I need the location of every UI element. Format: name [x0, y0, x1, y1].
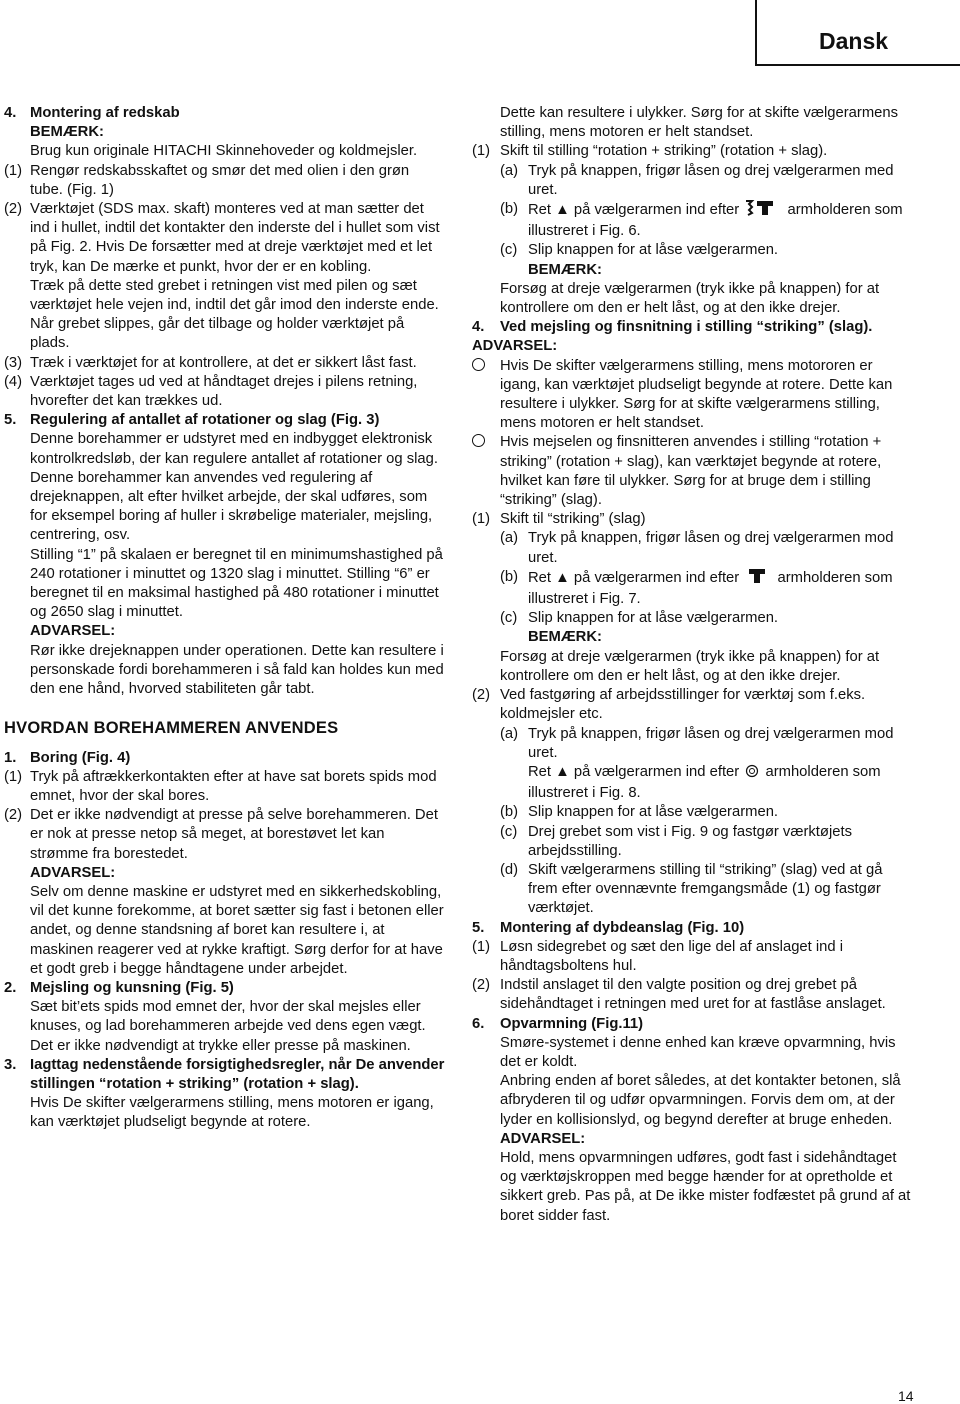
section-5-heading: 5. Regulering af antallet af rotationer og slag (Fig. 3)	[4, 412, 380, 429]
rot-step-1b: (b) Ret ▲ på vælgerarmen ind efter armholderen som illustreret i Fig. 6.	[500, 201, 903, 240]
step-4-2-c: Når grebet slippes, går det tilbage og holder værktøjet på plads.	[30, 316, 405, 352]
precautions-body: Hvis De skifter vælgerarmens stilling, mens motoren er igang, kan værktøjet pludseligt begynde at rotere.	[30, 1095, 434, 1131]
r4-warning-1: Hvis De skifter vælgerarmens stilling, mens motororen er igang, kan værktøjet pludseligt begynde at rotere. Dette kan resultere i ulykker. Sørg for at skifte vælgerarmens stilling, mens motoren er helt standset.	[472, 357, 916, 434]
rot-step-1c: (c) Slip knappen for at låse vælgerarmen.	[500, 242, 779, 259]
r4-step-1c: (c) Slip knappen for at låse vælgerarmen.	[500, 610, 779, 627]
chiseling-heading: 2. Mejsling og kunsning (Fig. 5)	[4, 979, 234, 996]
r4-step-1: (1) Skift til “striking” (slag)	[472, 511, 646, 528]
r6-warning-label: ADVARSEL:	[500, 1130, 586, 1147]
rot-step-1: (1) Skift til stilling “rotation + striking” (rotation + slag).	[472, 143, 828, 160]
note-text: Brug kun originale HITACHI Skinnehoveder og koldmejsler.	[30, 143, 418, 160]
section-4-heading: 4. Montering af redskab	[4, 105, 180, 121]
right-intro: Dette kan resultere i ulykker. Sørg for at skifte vælgerarmens stilling, mens motoren er helt standset.	[500, 105, 899, 141]
neutral-ring-icon	[743, 764, 761, 784]
section-r6-heading: 6. Opvarmning (Fig.11)	[472, 1015, 644, 1032]
chiseling-body: Sæt bit’ets spids mod emnet der, hvor der skal mejsles eller knuses, og lad borehammeren arbejde ved dens egen vægt.	[30, 999, 426, 1035]
circle-bullet-icon	[472, 358, 485, 371]
r4-step-2b: (b) Slip knappen for at låse vælgerarmen.	[500, 804, 779, 821]
chiseling-body-2: Det er ikke nødvendigt at trykke eller presse på maskinen.	[30, 1037, 411, 1054]
hammer-drill-icon	[743, 200, 783, 222]
warning-label: ADVARSEL:	[30, 623, 116, 640]
boring-step-1: (1) Tryk på aftrækkerkontakten efter at have sat borets spids mod emnet, hvor der skal bores.	[4, 768, 437, 804]
boring-heading: 1. Boring (Fig. 4)	[4, 749, 131, 766]
r4-warning-2: Hvis mejselen og finsnitteren anvendes i stilling “rotation + striking” (rotation + slag), kan værktøjet begynde at rotere, hvilket kan føre til ulykker. Sørg for at bruge dem i stilling “striking” (slag).	[472, 433, 916, 510]
language-tab	[755, 0, 960, 66]
warning-text: Rør ikke drejeknappen under operationen. Dette kan resultere i personskade fordi borehammeren i så fald kan holdes kun med den ene hånd, hvorved stabiliteten går tabt.	[30, 642, 444, 698]
hammer-icon	[743, 568, 773, 590]
boring-warning-label: ADVARSEL:	[30, 864, 116, 881]
r4-note-label: BEMÆRK:	[528, 629, 602, 646]
r6-body-1: Smøre-systemet i denne enhed kan kræve opvarmning, hvis det er koldt.	[500, 1034, 896, 1070]
language-label: Dansk	[819, 28, 889, 54]
section-5-body: Denne borehammer er udstyret med en indbygget elektronisk kontrolkredsløb, der kan regulere antallet af rotationer og slag. Denne borehammer kan anvendes ved regulering af drejeknappen, alt efter hvilket arbejde, der skal udføres, som for eksempel boring af huller i skrøbelige materialer, mejsling, centrering, osv.	[30, 431, 438, 544]
r4-step-2c: (c) Drej grebet som vist i Fig. 9 og fastgør værktøjets arbejdsstilling.	[500, 823, 852, 859]
step-4-3: (3) Træk i værktøjet for at kontrollere, at det er sikkert låst fast.	[4, 354, 417, 371]
r5-step-1: (1) Løsn sidegrebet og sæt den lige del af anslaget ind i håndtagsboltens hul.	[472, 938, 844, 974]
r4-step-1a: (a) Tryk på knappen, frigør låsen og drej vælgerarmen mod uret.	[500, 530, 894, 566]
step-4-4: (4) Værktøjet tages ud ved at håndtaget drejes i pilens retning, hvorefter det kan trækkes ud.	[4, 373, 418, 410]
page-number: 14	[898, 1388, 914, 1404]
left-column	[4, 104, 446, 1133]
note-label: BEMÆRK:	[30, 124, 104, 141]
section-r4-heading: 4. Ved mejsling og finsnitning i stilling “striking” (slag).	[472, 319, 873, 336]
right-note-text: Forsøg at dreje vælgerarmen (tryk ikke på knappen) for at kontrollere om den er helt låst, og at den ikke drejer.	[500, 280, 880, 317]
r4-step-2: (2) Ved fastgøring af arbejdsstillinger for værktøj som f.eks. koldmejsler etc.	[472, 687, 866, 723]
section-r5-heading: 5. Montering af dybdeanslag (Fig. 10)	[472, 919, 745, 936]
rot-step-1a: (a) Tryk på knappen, frigør låsen og drej vælgerarmen med uret.	[500, 162, 894, 198]
r4-step-1b: (b) Ret ▲ på vælgerarmen ind efter armholderen som illustreret i Fig. 7.	[500, 568, 893, 608]
r4-step-2d: (d) Skift vælgerarmens stilling til “striking” (slag) ved at gå frem efter ovennævnte fremgangsmåde (1) og fastgør værktøjet.	[500, 861, 883, 917]
section-5-body-2: Stilling “1” på skalaen er beregnet til en minimumshastighed på 240 rotationer i minuttet og 1320 slag i minuttet. Stilling “6” er beregnet til en maksimal hastighed på 480 rotationer i minuttet og 2650 slag i minuttet.	[30, 546, 443, 621]
r4-warning-label: ADVARSEL:	[472, 338, 558, 355]
r4-note-text: Forsøg at dreje vælgerarmen (tryk ikke på knappen) for at kontrollere om den er helt låst, og at den ikke drejer.	[500, 648, 880, 684]
r6-warning-text: Hold, mens opvarmningen udføres, godt fast i sidehåndtaget og værktøjskroppen med begge hænder for at opretholde et sikkert greb. Pas på, at De ikke mister fodfæstet på grund af at boret sidder fast.	[500, 1149, 911, 1224]
step-4-1: (1) Rengør redskabsskaftet og smør det med olien i den grøn tube. (Fig. 1)	[4, 162, 410, 198]
precautions-heading: 3. Iagttag nedenstående forsigtighedsregler, når De anvender stillingen “rotation + striking” (rotation + slag).	[4, 1056, 445, 1092]
r5-step-2: (2) Indstil anslaget til den valgte position og drej grebet på sidehåndtaget i retningen med uret for at fastlåse anslaget.	[472, 977, 886, 1013]
r4-step-2a-continued: Ret ▲ på vælgerarmen ind efter armholderen som illustreret i Fig. 8.	[528, 763, 881, 802]
r4-step-2a: (a) Tryk på knappen, frigør låsen og drej vælgerarmen mod uret.	[500, 725, 894, 761]
step-4-2-b: Træk på dette sted grebet i retningen vist med pilen og sæt værktøjet hele vejen ind, indtil det går imod den inderste ende.	[30, 277, 439, 314]
r6-body-2: Anbring enden af boret således, at det kontakter betonen, slå afbryderen til og udfør opvarmningen. Forvis dem om, at der lyder en kollisionslyd, og begynd derefter at bruge enheden.	[500, 1073, 901, 1128]
usage-heading: HVORDAN BOREHAMMEREN ANVENDES	[4, 719, 339, 738]
step-4-2: (2) Værktøjet (SDS max. skaft) monteres ved at man sætter det ind i hullet, indtil det kontakter den inderste del i hullet som vist på Fig. 2. Hvis De forsætter med at dreje værktøjet med et let tryk, kan De mærke et punkt, hvor der er en kobling.	[4, 201, 440, 275]
boring-step-2: (2) Det er ikke nødvendigt at presse på selve borehammeren. Det er nok at presse netop så meget, at borestøvet let kan strømme fra borestedet.	[4, 807, 438, 862]
right-note-label: BEMÆRK:	[528, 261, 602, 278]
circle-bullet-icon	[472, 434, 485, 447]
right-column	[472, 104, 916, 1226]
boring-warning-text: Selv om denne maskine er udstyret med en sikkerhedskobling, vil det kunne forekomme, at boret sætter sig fast i betonen eller andet, og denne standsning af boret kan resultere i, at maskinen reagerer ved at rykke kraftigt. Sørg derfor for at have et godt greb i begge håndtagene under arbejdet.	[30, 883, 444, 977]
